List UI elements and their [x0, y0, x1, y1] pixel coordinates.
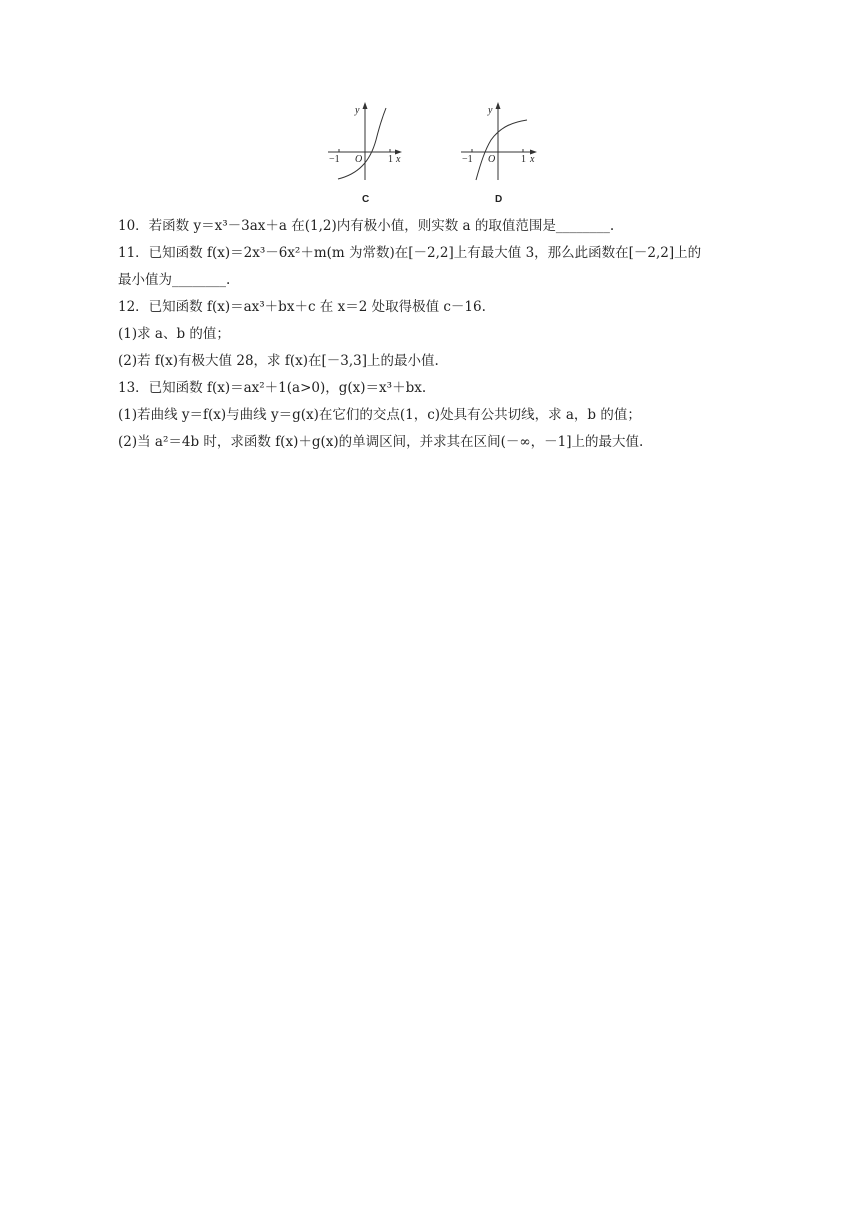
question-12-stem: 12．已知函数 f(x)＝ax³＋bx＋c 在 x＝2 处取得极值 c－16.	[118, 299, 486, 315]
origin-label: O	[488, 154, 496, 165]
y-axis-label: y	[488, 105, 493, 116]
figure-row	[0, 100, 860, 210]
question-10: 10．若函数 y＝x³－3ax＋a 在(1,2)内有极小值，则实数 a 的取值范围是________.	[118, 218, 615, 234]
question-list	[118, 213, 758, 456]
origin-label: O	[355, 154, 363, 165]
question-13-part-1: (1)若曲线 y＝f(x)与曲线 y＝g(x)在它们的交点(1，c)处具有公共切线，求 a，b 的值；	[118, 407, 641, 423]
tick-pos-label: 1	[388, 154, 393, 165]
question-11-line-1: 11．已知函数 f(x)＝2x³－6x²＋m(m 为常数)在[－2,2]上有最大值 3，那么此函数在[－2,2]上的	[118, 245, 702, 261]
x-axis-label: x	[396, 154, 401, 165]
tick-pos-label: 1	[521, 154, 526, 165]
graph-c-svg	[326, 100, 406, 206]
x-axis-label: x	[530, 154, 535, 165]
figure-label: D	[495, 194, 503, 205]
question-13-stem: 13．已知函数 f(x)＝ax²＋1(a>0)，g(x)＝x³＋bx.	[118, 380, 427, 396]
graph-d-svg	[459, 100, 541, 206]
question-13-part-2: (2)当 a²＝4b 时，求函数 f(x)＋g(x)的单调区间，并求其在区间(－∞，－1]上的最大值.	[118, 434, 644, 450]
graph-c	[326, 100, 406, 206]
tick-neg-label: −1	[462, 154, 473, 165]
question-11-line-2: 最小值为________.	[118, 272, 231, 288]
question-12-part-2: (2)若 f(x)有极大值 28，求 f(x)在[－3,3]上的最小值.	[118, 353, 439, 369]
tick-neg-label: −1	[329, 154, 340, 165]
y-axis-label: y	[355, 105, 360, 116]
figure-label: C	[362, 194, 370, 205]
graph-d	[459, 100, 541, 206]
question-12-part-1: (1)求 a、b 的值；	[118, 326, 230, 342]
